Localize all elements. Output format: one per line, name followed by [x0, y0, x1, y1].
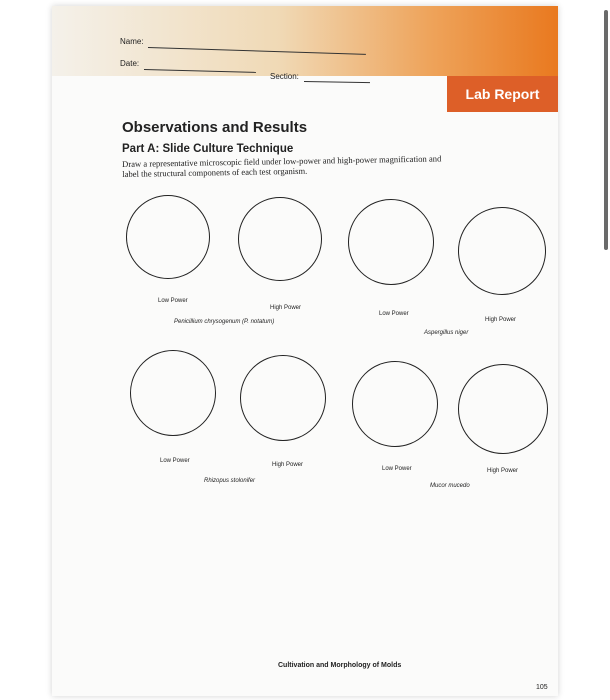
- caption: Low Power: [158, 298, 188, 304]
- species-label: Aspergillus niger: [424, 330, 469, 336]
- species-label: Mucor mucedo: [430, 483, 470, 489]
- caption: Low Power: [160, 458, 190, 464]
- lab-report-tab: Lab Report: [447, 76, 558, 112]
- drawing-circle: [348, 199, 434, 285]
- section-line: [304, 81, 370, 83]
- caption: High Power: [485, 317, 517, 323]
- drawing-circle: [238, 197, 322, 281]
- species-label: Rhizopus stolonifer: [204, 478, 256, 484]
- caption: High Power: [272, 462, 304, 468]
- worksheet-page: [52, 6, 558, 696]
- instructions: Draw a representative microscopic field under low-power and high-power magnification and label the structural components of each test organism.: [122, 153, 442, 179]
- name-label: Name:: [120, 37, 144, 46]
- scrollbar[interactable]: [604, 10, 608, 250]
- drawing-circle: [458, 364, 548, 454]
- chapter-footer: Cultivation and Morphology of Molds: [278, 662, 402, 669]
- page-number: 105: [536, 684, 548, 691]
- drawing-circle: [458, 207, 546, 295]
- section-heading: Observations and Results: [122, 119, 308, 136]
- caption: High Power: [487, 468, 519, 474]
- part-title: Part A: Slide Culture Technique: [122, 143, 294, 155]
- drawing-circle: [130, 350, 216, 436]
- drawing-circle: [126, 195, 210, 279]
- date-label: Date:: [120, 59, 140, 68]
- caption: Low Power: [382, 466, 412, 472]
- section-label: Section:: [270, 72, 299, 81]
- caption: Low Power: [379, 311, 409, 317]
- caption: High Power: [270, 305, 302, 311]
- drawing-circle: [352, 361, 438, 447]
- drawing-circle: [240, 355, 326, 441]
- species-label: Penicillium chrysogenum (P. notatum): [174, 319, 275, 325]
